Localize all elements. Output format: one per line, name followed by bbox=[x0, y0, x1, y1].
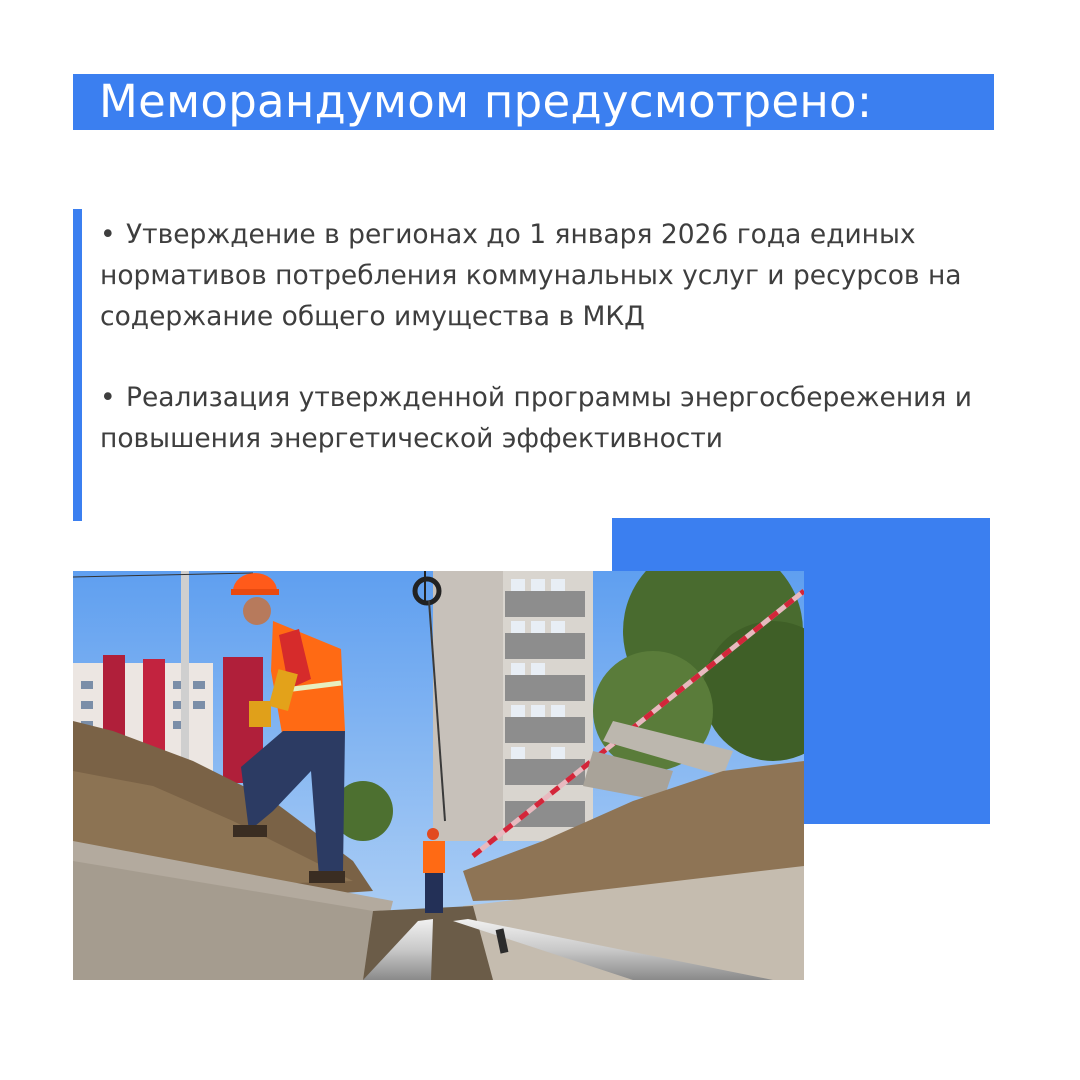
page-title: Меморандумом предусмотрено: bbox=[99, 75, 873, 128]
bullet-marker: • bbox=[100, 382, 116, 413]
construction-photo-illustration bbox=[73, 571, 804, 980]
bullet-text: Утверждение в регионах до 1 января 2026 года единых нормативов потребления коммунальных услуг и ресурсов на содержание общего имущества в МКД bbox=[100, 219, 962, 332]
accent-bar bbox=[73, 209, 82, 521]
bullet-item bbox=[100, 377, 1010, 459]
bullet-text: Реализация утвержденной программы энергосбережения и повышения энергетической эффективности bbox=[100, 382, 972, 454]
construction-photo bbox=[73, 571, 804, 980]
bullet-item bbox=[100, 214, 1010, 337]
title-banner bbox=[73, 74, 994, 130]
bullet-marker: • bbox=[100, 219, 116, 250]
bullet-list bbox=[100, 214, 1010, 499]
